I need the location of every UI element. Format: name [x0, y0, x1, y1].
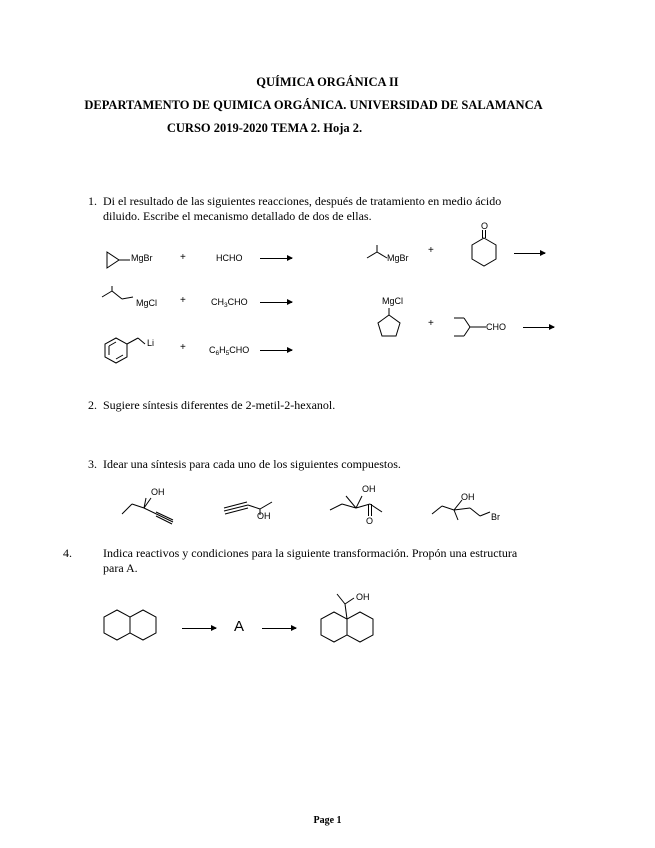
reaction-arrow [523, 327, 554, 328]
q1-number: 1. [88, 194, 97, 208]
header-title: QUÍMICA ORGÁNICA II [256, 75, 399, 89]
q1-text-line2: diluido. Escribe el mecanismo detallado de dos de ellas. [103, 209, 372, 223]
cyclopentyl-structure [373, 306, 405, 340]
cyclohexanone-structure [468, 224, 502, 272]
mgbr-label: MgBr [387, 253, 409, 263]
q1-text-line1: Di el resultado de las siguientes reacciones, después de tratamiento en medio ácido [103, 194, 502, 208]
plus-sign: + [428, 245, 434, 256]
header-course: CURSO 2019-2020 TEMA 2. Hoja 2. [166, 121, 363, 135]
oh-label: OH [151, 487, 165, 497]
plus-sign: + [180, 342, 186, 353]
q4-number: 4. [63, 546, 72, 560]
decalin-structure [100, 606, 166, 648]
q2-text: Sugiere síntesis diferentes de 2-metil-2-hexanol. [103, 398, 336, 412]
reaction-arrow [182, 628, 216, 629]
benzaldehyde-label: $C_6H_5CHO$ [209, 345, 250, 357]
page-number: Page 1 [313, 815, 342, 826]
q3-text: Idear una síntesis para cada uno de los siguientes compuestos. [103, 457, 401, 471]
acetaldehyde-label: $CH_3CHO$ [211, 297, 248, 309]
q3-number: 3. [88, 457, 97, 471]
li-label: Li [147, 338, 155, 348]
reaction-arrow [260, 302, 292, 303]
reaction-arrow [262, 628, 296, 629]
reaction-arrow [260, 258, 292, 259]
carbonyl-o-label: O [481, 221, 489, 231]
cho-label: CHO [486, 322, 506, 332]
alkynol-structure-1 [118, 492, 180, 528]
plus-sign: + [428, 318, 434, 329]
hcho-label: HCHO [216, 253, 243, 263]
header-department: DEPARTAMENTO DE QUIMICA ORGÁNICA. UNIVERSIDAD DE SALAMANCA [84, 98, 543, 112]
mgbr-label: MgBr [131, 253, 153, 263]
intermediate-a-label: A [234, 618, 245, 635]
plus-sign: + [180, 252, 186, 263]
decalin-alcohol-structure [317, 586, 383, 650]
q4-text-line2: para A. [103, 561, 138, 575]
oh-label: OH [362, 484, 376, 494]
q4-text-line1: Indica reactivos y condiciones para la siguiente transformación. Propón una estructura [103, 546, 518, 560]
oh-label: OH [257, 511, 271, 521]
q2-number: 2. [88, 398, 97, 412]
ketone-o-label: O [366, 516, 374, 526]
benzyllithium-structure [102, 332, 155, 368]
oh-label: OH [356, 592, 370, 602]
isobutyl-structure [100, 285, 140, 309]
mgcl-label: MgCl [382, 296, 404, 306]
hydroxyketone-structure [326, 488, 388, 530]
mgcl-label: MgCl [136, 298, 158, 308]
reaction-arrow [260, 350, 292, 351]
alkynol-structure-2 [220, 494, 280, 524]
plus-sign: + [180, 295, 186, 306]
oh-label: OH [461, 492, 475, 502]
br-label: Br [491, 512, 500, 522]
reaction-arrow [514, 253, 545, 254]
